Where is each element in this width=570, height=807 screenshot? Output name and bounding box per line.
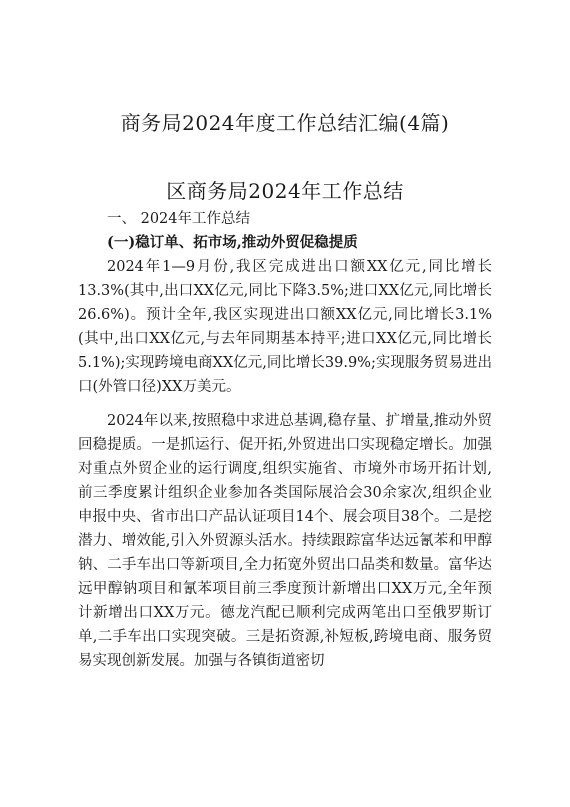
- document-body: [78, 207, 492, 673]
- heading-level-1: 一、 2024年工作总结: [107, 211, 251, 227]
- paragraph-measures: 2024年以来,按照稳中求进总基调,稳存量、扩增量,推动外贸回稳提质。一是抓运行、促开拓,外贸进出口实现稳定增长。加强对重点外贸企业的运行调度,组织实施省、市境外市场开拓计划,前三季度累计组织企业参加各类国际展洽会30余家次,组织企业申报中央、省市出口产品认证项目14个、展会项目38个。二是挖潜力、增效能,引入外贸源头活水。持续跟踪富华达远氰苯和甲醇钠、二手车出口等新项目,全力拓宽外贸出口品类和数量。富华达远甲醇钠项目和氰苯项目前三季度预计新增出口XX万元,全年预计新增出口XX万元。德龙汽配已顺利完成两笔出口至俄罗斯订单,二手车出口实现突破。三是拓资源,补短板,跨境电商、服务贸易实现创新发展。加强与各镇街道密切: [78, 413, 492, 669]
- paragraph-statistics: 2024年1—9月份,我区完成进出口额XX亿元,同比增长13.3%(其中,出口XX亿元,同比下降3.5%;进口XX亿元,同比增长26.6%)。预计全年,我区实现进出口额XX亿元,同比增长3.1%(其中,出口XX亿元,与去年同期基本持平;进口XX亿元,同比增长5.1%);实现跨境电商XX亿元,同比增长39.9%;实现服务贸易进出口(外管口径)XX万美元。: [78, 259, 492, 395]
- heading-level-2: (一)稳订单、拓市场,推动外贸促稳提质: [107, 234, 358, 251]
- document-title: 商务局2024年度工作总结汇编(4篇): [120, 111, 450, 135]
- section-title: 区商务局2024年工作总结: [166, 179, 404, 203]
